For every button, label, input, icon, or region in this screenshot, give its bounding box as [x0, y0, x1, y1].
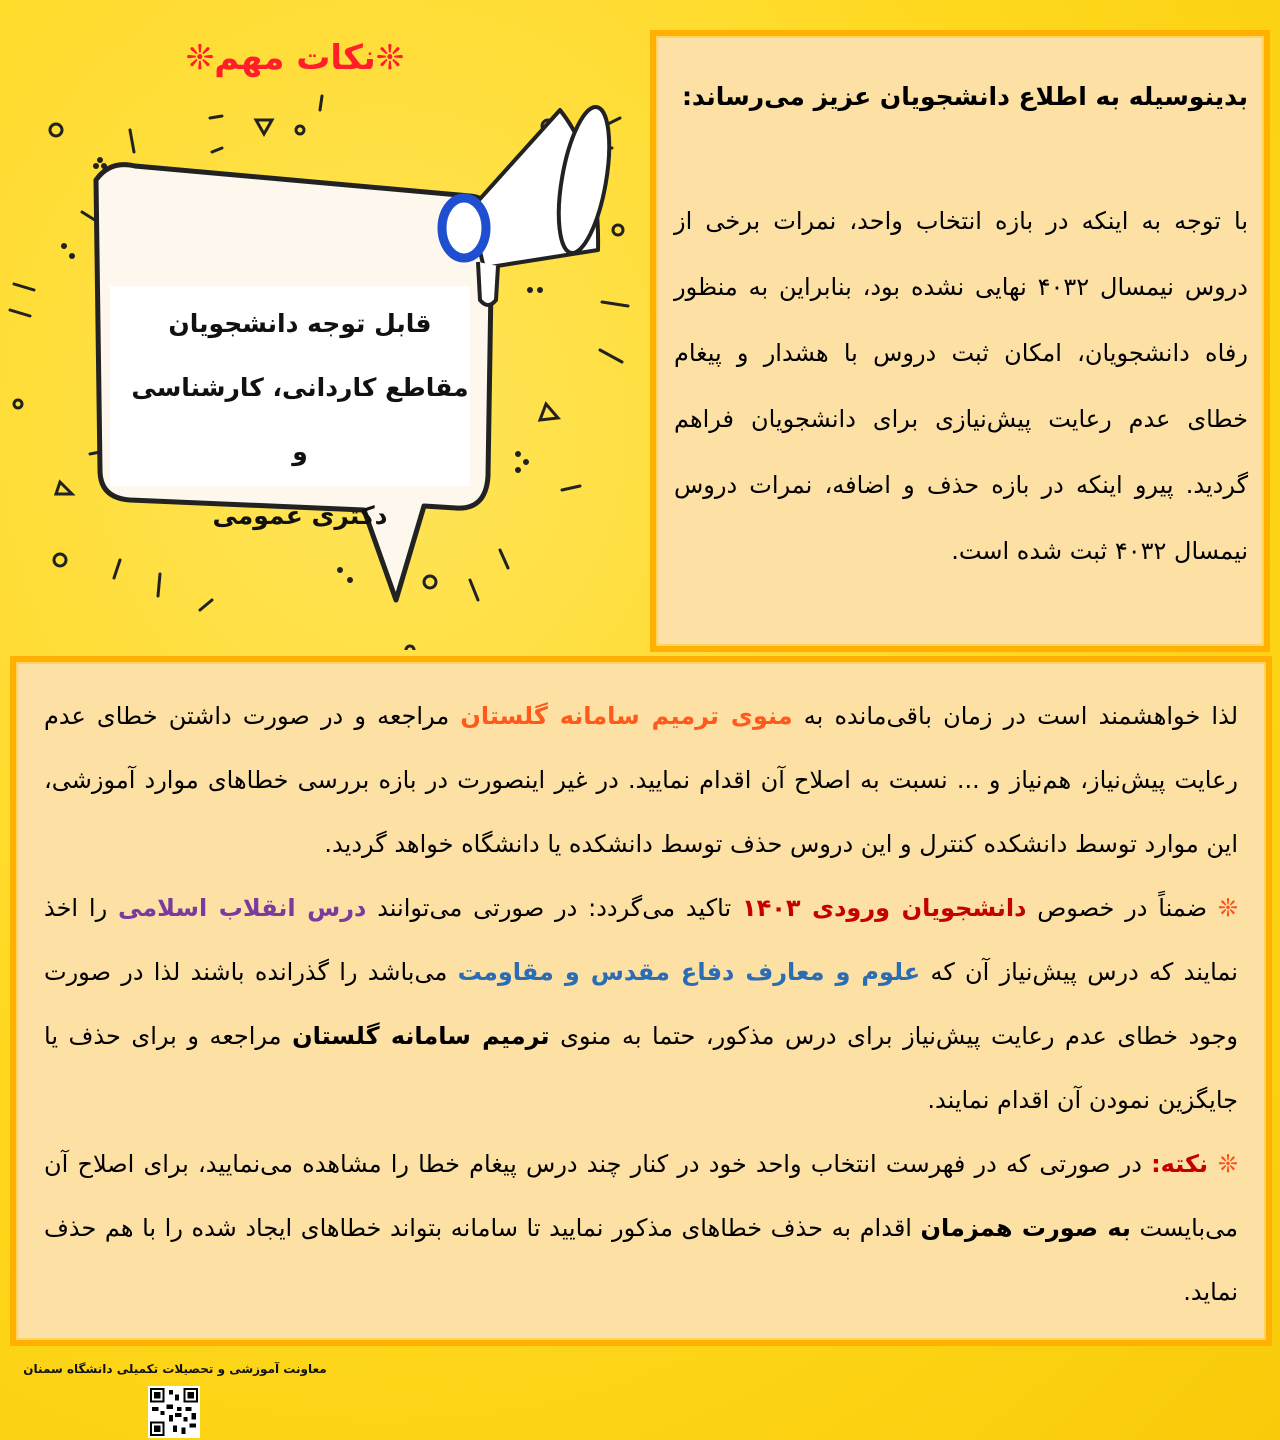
prerequisite-course-highlight: علوم و معارف دفاع مقدس و مقاومت: [457, 958, 921, 986]
announcement-intro-box: [650, 30, 1270, 652]
p1-text-b: مراجعه و در صورت داشتن خطای عدم رعایت پیش‌نیاز، هم‌نیاز و ... نسبت به اصلاح آن اقدام نمایید. در غیر اینصورت در بازه بررسی خطاهای موارد آموزشی، این موارد توسط دانشکده کنترل و این دروس حذف توسط دانشکده یا دانشگاه خواهد گردید.: [44, 702, 1238, 858]
flower-bullet-icon: ❊: [1217, 1150, 1238, 1178]
golestan-menu-bold: ترمیم سامانه گلستان: [292, 1022, 550, 1050]
entry-1403-highlight: دانشجویان ورودی ۱۴۰۳: [741, 894, 1027, 922]
announcement-heading: بدینوسیله به اطلاع دانشجویان عزیز می‌رساند:: [681, 82, 1248, 111]
p2-text-c: را اخذ نمایند که درس پیش‌نیاز آن که: [44, 894, 1238, 986]
golestan-menu-highlight: منوی ترمیم سامانه گلستان: [460, 702, 793, 730]
bubble-caption: [124, 292, 476, 548]
p2-text-a: ضمناً در خصوص: [1026, 894, 1218, 922]
qr-code-icon: [148, 1386, 200, 1438]
bubble-line-1: قابل توجه دانشجویان: [168, 309, 432, 338]
bubble-line-2: مقاطع کاردانی، کارشناسی و: [131, 373, 469, 466]
paragraph-2: [44, 876, 1238, 1132]
announcement-details-box: [10, 656, 1272, 1346]
islamic-revolution-course-highlight: درس انقلاب اسلامی: [118, 894, 367, 922]
paragraph-3: [44, 1132, 1238, 1324]
p2-text-d: می‌باشد را گذرانده باشند لذا در صورت وجود خطای عدم رعایت پیش‌نیاز برای درس مذکور، حتما به منوی: [44, 958, 1239, 1050]
p2-text-e: مراجعه و برای حذف یا جایگزین نمودن آن اقدام نمایند.: [44, 1022, 1238, 1114]
footer-credit: معاونت آموزشی و تحصیلات تکمیلی دانشگاه سمنان: [23, 1362, 327, 1376]
bubble-line-3: دکتری عمومی: [212, 501, 388, 530]
p3-text-b: اقدام به حذف خطاهای مذکور نمایید تا سامانه بتواند خطاهای ایجاد شده را با هم حذف نماید.: [44, 1214, 1238, 1306]
page-title: ❊نکات مهم❊: [185, 38, 405, 78]
note-label: نکته:: [1151, 1150, 1218, 1178]
flower-bullet-icon: ❊: [1217, 894, 1238, 922]
p2-text-b: تاکید می‌گردد: در صورتی می‌توانند: [366, 894, 742, 922]
announcement-body: با توجه به اینکه در بازه انتخاب واحد، نمرات برخی از دروس نیمسال ۴۰۳۲ نهایی نشده بود، بنابراین به منظور رفاه دانشجویان، امکان ثبت دروس با هشدار و پیغام خطای عدم رعایت پیش‌نیازی برای دانشجویان فراهم گردید. پیرو اینکه در بازه حذف و اضافه، نمرات دروس نیمسال ۴۰۳۲ ثبت شده است.: [674, 207, 1248, 565]
p1-text-a: لذا خواهشمند است در زمان باقی‌مانده به: [792, 702, 1239, 730]
simultaneous-bold: به صورت همزمان: [920, 1214, 1131, 1242]
paragraph-1: [44, 684, 1238, 876]
p3-text-a: در صورتی که در فهرست انتخاب واحد خود در کنار چند درس پیغام خطا را مشاهده می‌نمایید، برای اصلاح آن می‌بایست: [44, 1150, 1239, 1242]
